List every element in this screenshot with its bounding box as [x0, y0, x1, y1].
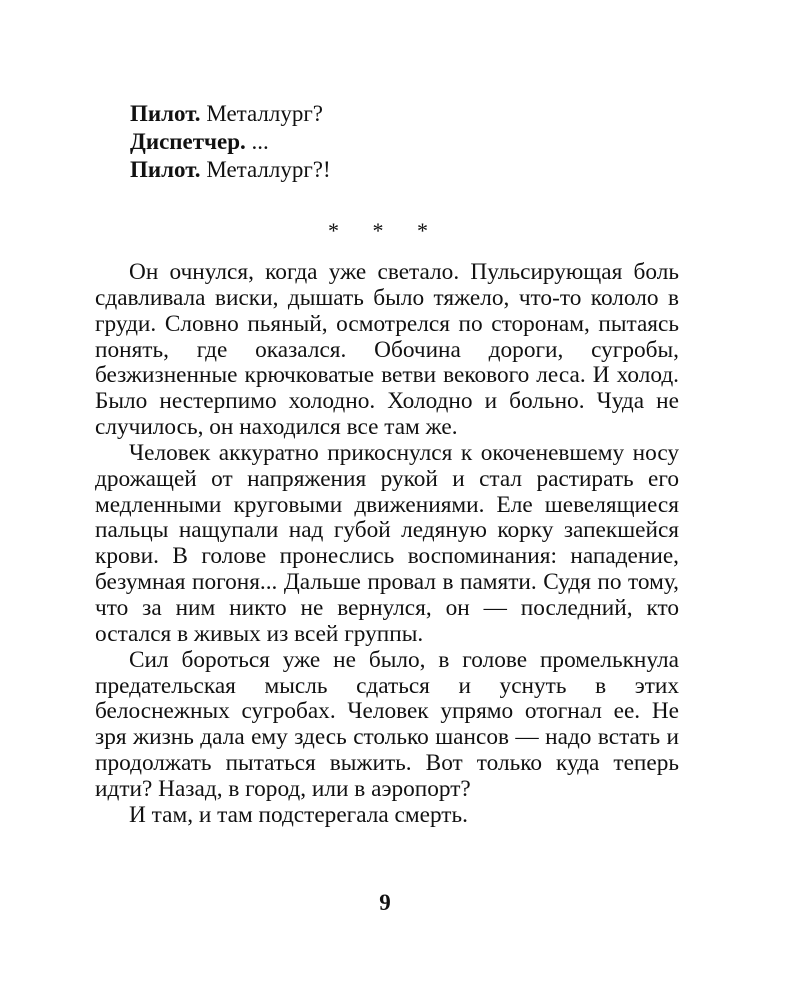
speaker-name: Диспетчер.	[130, 129, 246, 154]
paragraph: И там, и там подстерегала смерть.	[129, 801, 468, 828]
paragraph: Он очнулся, когда уже светало. Пульсирующая боль сдавливала виски, дышать было тяжело, что-то кололо в груди. Словно пьяный, осмотрелся по сторонам, пытаясь понять, где оказался. Обочина дороги, сугробы, безжизненные крючковатые ветви векового леса. И холод. Было нестерпимо холодно. Холодно и больно. Чуда не случилось, он находился все там же.	[95, 259, 679, 441]
dialogue-text: Металлург?!	[200, 157, 331, 182]
dialogue-block	[130, 100, 690, 184]
speaker-name: Пилот.	[130, 101, 201, 126]
section-separator: * * *	[328, 218, 442, 243]
dialogue-line	[130, 100, 690, 128]
page-number: 9	[379, 890, 391, 915]
paragraph: Сил бороться уже не было, в голове промелькнула предательская мысль сдаться и уснуть в этих белоснежных сугробах. Человек упрямо отогнал ее. Не зря жизнь дала ему здесь столько шансов — надо встать и продолжать пытаться выжить. Вот только куда теперь идти? Назад, в город, или в аэропорт?	[95, 646, 679, 802]
dialogue-line	[130, 156, 690, 184]
speaker-name: Пилот.	[130, 157, 201, 182]
paragraph: Человек аккуратно прикоснулся к окоченевшему носу дрожащей от напряжения рукой и стал растирать его медленными круговыми движениями. Еле шевелящиеся пальцы нащупали над губой ледяную корку запекшейся крови. В голове пронеслись воспоминания: нападение, безумная погоня... Дальше провал в памяти. Судя по тому, что за ним никто не вернулся, он — последний, кто остался в живых из всей группы.	[95, 439, 679, 647]
dialogue-line	[130, 128, 690, 156]
body-text	[95, 260, 679, 829]
dialogue-text: ...	[245, 129, 269, 154]
dialogue-text: Металлург?	[200, 101, 324, 126]
